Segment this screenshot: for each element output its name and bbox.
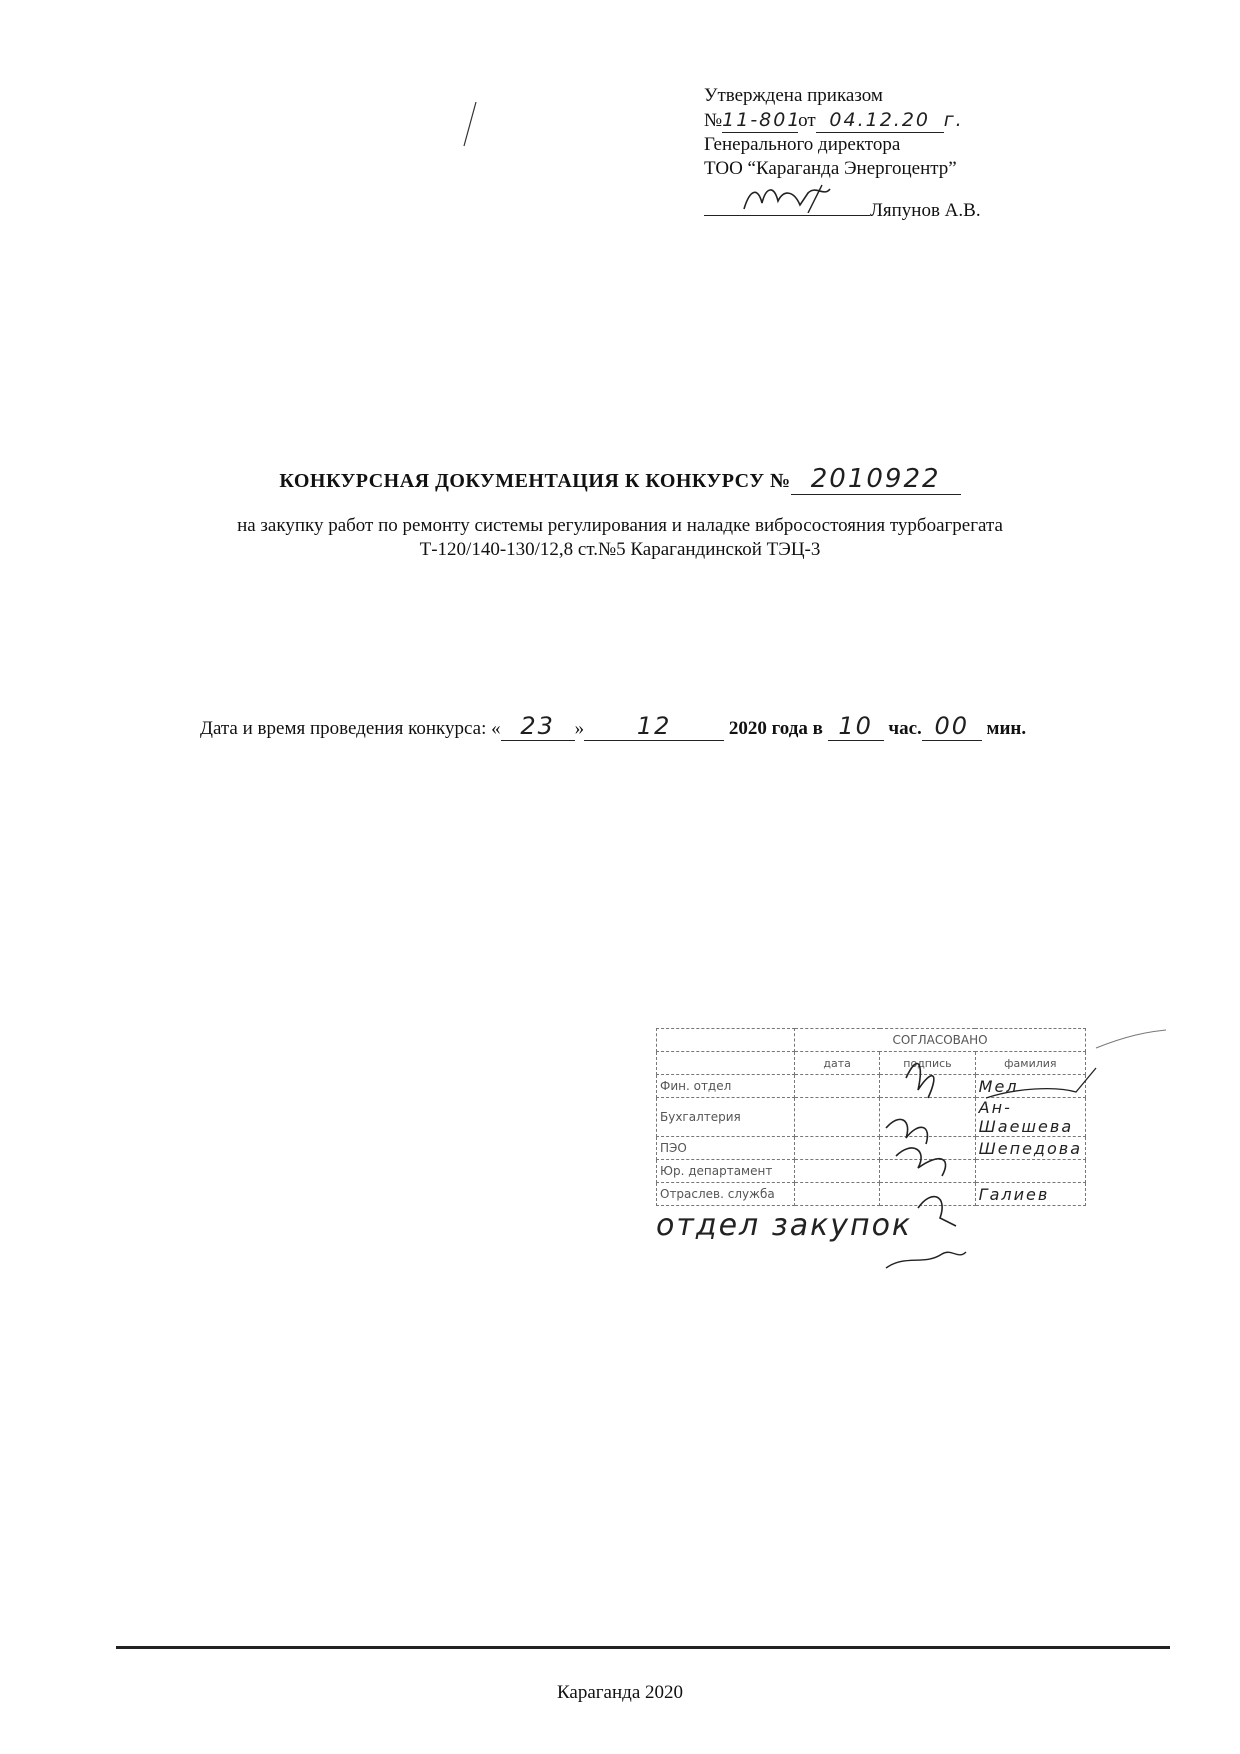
handwritten-note: отдел закупок	[656, 1208, 913, 1243]
row-dept: Отраслев. служба	[657, 1183, 795, 1206]
contest-month: 12	[584, 712, 724, 741]
close-quote: »	[574, 718, 585, 739]
row-surname: Ан-Шаешева	[975, 1098, 1085, 1137]
row-surname: Шепедова	[975, 1137, 1085, 1160]
row-dept: ПЭО	[657, 1137, 795, 1160]
contest-hour: 10	[828, 712, 884, 741]
contest-day: 23	[501, 712, 575, 741]
row-dept: Юр. департамент	[657, 1160, 795, 1183]
date-label: Дата и время проведения конкурса:	[200, 718, 487, 739]
stamp-header: СОГЛАСОВАНО	[795, 1029, 1086, 1052]
footer-city-year: Караганда 2020	[556, 1682, 684, 1703]
subtitle-line-2: Т-120/140-130/12,8 ст.№5 Карагандинской ТЭЦ-3	[419, 539, 821, 560]
pen-mark-icon	[460, 100, 480, 150]
from-word: от	[798, 110, 816, 131]
signature-line	[704, 189, 981, 223]
approval-line-4: ТОО “Караганда Энергоцентр”	[704, 158, 957, 179]
approval-block	[704, 84, 981, 223]
order-number: 11-801	[722, 109, 802, 131]
column-date: дата	[795, 1052, 880, 1075]
signature-scribble-icon	[704, 183, 870, 213]
approval-stamp	[656, 1028, 1086, 1243]
approval-line-1: Утверждена приказом	[704, 85, 883, 106]
row-dept: Фин. отдел	[657, 1075, 795, 1098]
title-text: КОНКУРСНАЯ ДОКУМЕНТАЦИЯ К КОНКУРСУ №	[279, 470, 791, 492]
open-quote: «	[491, 718, 501, 739]
approval-line-3: Генерального директора	[704, 134, 901, 155]
year-suffix: г.	[943, 109, 964, 131]
contest-date-line	[200, 712, 1026, 741]
contest-year: 2020 года в	[728, 718, 823, 739]
hour-unit: час.	[888, 718, 922, 739]
contest-minute: 00	[922, 712, 982, 741]
column-signature: подпись	[880, 1052, 975, 1075]
signatory-name: Ляпунов А.В.	[870, 200, 981, 221]
row-surname: Галиев	[975, 1183, 1085, 1206]
number-sign: №	[704, 110, 723, 131]
director-signature	[704, 189, 870, 216]
document-title	[0, 464, 1240, 495]
row-dept: Бухгалтерия	[657, 1098, 795, 1137]
order-date: 04.12.20	[816, 108, 944, 133]
column-surname: фамилия	[975, 1052, 1085, 1075]
subtitle-line-1: на закупку работ по ремонту системы регулирования и наладке вибросостояния турбоагрегата	[237, 515, 1003, 536]
stamp-signatures-icon	[656, 1028, 1176, 1288]
contest-number: 2010922	[791, 464, 961, 495]
document-subtitle	[0, 514, 1240, 562]
footer-divider	[116, 1646, 1170, 1649]
minute-unit: мин.	[986, 718, 1027, 739]
approval-order-line	[704, 108, 981, 133]
row-surname: Мел	[975, 1075, 1085, 1098]
